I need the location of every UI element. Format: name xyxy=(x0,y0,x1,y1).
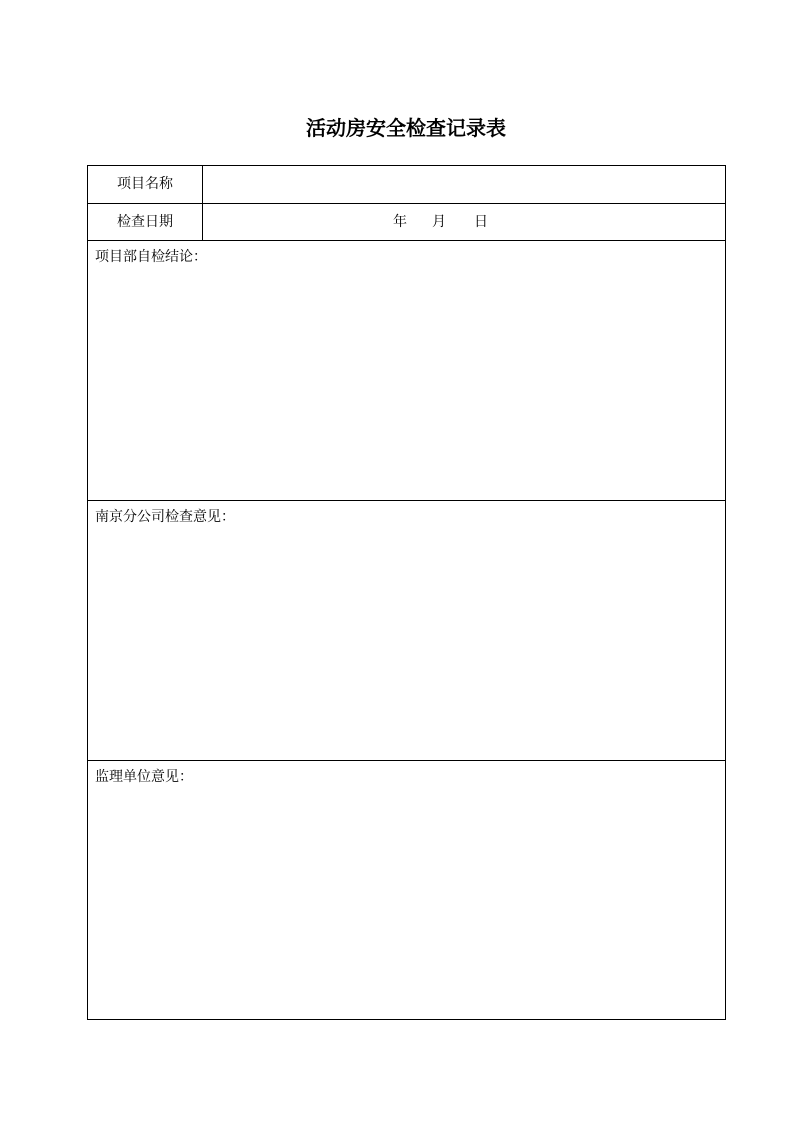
supervision-opinion-section[interactable] xyxy=(88,761,725,1019)
project-name-row xyxy=(88,166,725,204)
inspection-date-label: 检查日期 xyxy=(88,204,203,240)
branch-opinion-label: 南京分公司检查意见： xyxy=(95,509,235,525)
project-self-check-section[interactable] xyxy=(88,241,725,501)
project-self-check-label: 项目部自检结论： xyxy=(95,249,207,265)
date-day-unit: 日 xyxy=(474,214,488,230)
branch-opinion-section[interactable] xyxy=(88,501,725,761)
date-year-unit: 年 xyxy=(393,214,407,230)
page-title: 活动房安全检查记录表 xyxy=(306,116,506,140)
project-name-field[interactable] xyxy=(203,166,725,203)
inspection-date-field[interactable] xyxy=(203,204,725,240)
inspection-date-row xyxy=(88,204,725,241)
supervision-opinion-label: 监理单位意见： xyxy=(95,769,193,785)
date-month-unit: 月 xyxy=(432,214,446,230)
inspection-form-table xyxy=(87,165,726,1020)
project-name-label: 项目名称 xyxy=(88,166,203,203)
